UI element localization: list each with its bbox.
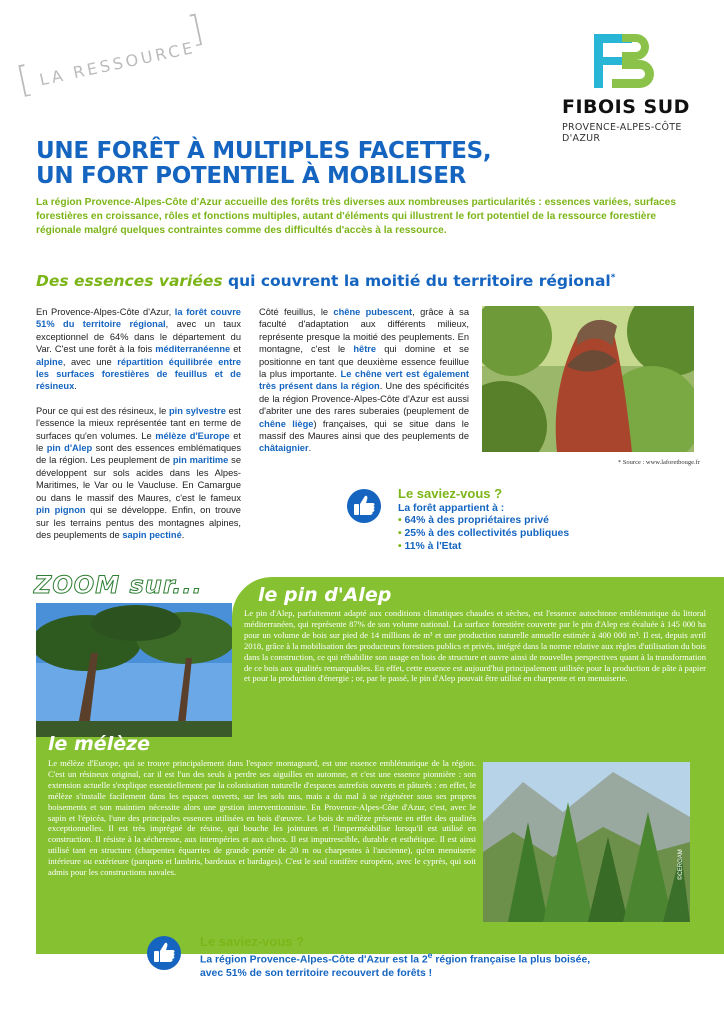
- highlight-term: chêne pubescent: [333, 307, 413, 317]
- fibois-logo: [560, 30, 700, 145]
- aleppo-pine-photo: [36, 603, 232, 737]
- highlight-term: pin pignon: [36, 505, 86, 516]
- highlight-term: méditerranéenne: [155, 344, 231, 355]
- did-you-know-subtitle: La forêt appartient à :: [398, 503, 505, 514]
- cork-oak-photo: [482, 306, 694, 452]
- aleppo-pine-text: Le pin d'Alep, parfaitement adapté aux conditions climatiques chaudes et sèches, est l'essence autochtone emblématique du littoral méditerranéen, qui représente 87% de son volume national. La surface forestière couverte par le pin d'Alep est évaluée à 145 000 ha pour un volume de bois sur pied de 14 millions de m³ et une production naturelle annuelle estimée à 400 000 m³. Il est, depuis avril 2018, grâce à la mobilisation des producteurs forestiers publics et privés, intégré dans la norme relative aux règles d'utilisation du bois dans la construction, ce qui réhabilite son usage en bois de structure et ouvre ainsi de nouvelles perspectives quant à la transformation de ce bois aux qualités remarquables. En effet, cette essence est aujourd'hui principalement utilisée pour la production de pâte à papier et pour la production d'énergie ; or, par le passé, le pin d'Alep pouvait être utilisé en charpente et en menuiserie.: [244, 608, 706, 684]
- essences-paragraph-3: Côté feuillus, le chêne pubescent, grâce à sa faculté d'adaptation aux différents milieux, représente presque la moitié des peuplements. En montagne, c'est le hêtre qui domine et se positionne en tant que deuxième essence feuillue la plus importante. Le chêne vert est également très présent dans la région. Une des spécificités de la région Provence-Alpes-Côte d'Azur est aussi d'abriter une des rares suberaies (peuplement de chêne liège) françaises, qui se situe dans le massif des Maures ainsi que des peuplements de châtaignier.: [259, 307, 469, 454]
- highlight-term: pin sylvestre: [168, 405, 226, 416]
- thumbs-up-icon: [346, 488, 382, 524]
- section-tag-open-bracket: [: [13, 58, 36, 102]
- did-you-know-box-1: [398, 486, 658, 553]
- photo-credit: ©CERGAM: [678, 849, 684, 880]
- essences-paragraph-1: En Provence-Alpes-Côte d'Azur, la forêt couvre 51% du territoire régional, avec un taux exceptionnel de 64% dans le département du Var. C'est une forêt à la fois méditerranéenne et alpine, avec une répartition équilibrée entre les surfaces forestières de feuillus et de résineux.: [36, 307, 241, 392]
- page-title-line2: UN FORT POTENTIEL À MOBILISER: [36, 163, 467, 189]
- section-tag: [13, 8, 225, 140]
- highlight-term: pin maritime: [172, 455, 229, 466]
- section-tag-label: LA RESSOURCE: [37, 37, 198, 90]
- highlight-term: chêne liège: [259, 418, 314, 429]
- larch-text: Le mélèze d'Europe, qui se trouve principalement dans l'espace montagnard, est une essence emblématique de la région. C'est un résineux original, car il est l'un des seuls à perdre ses aiguilles en automne, et c'est une essence pionnière : son extension actuelle s'explique essentiellement par la colonisation naturelle d'espaces autrefois ouverts et pâturés : en effet, le mélèze s'installe facilement dans les espaces ouverts, sur les sols nus, mais a du mal à se régénérer sous ses propres boisements et son maintien nécessite alors une gestion interventionniste. En Provence-Alpes-Côte d'Azur, c'est, avec le sapin et l'épicéa, l'une des principales essences utilisées en bois d'œuvre. Le bois de mélèze présente en effet des qualités exceptionnelles. Il est très imprégné de résine, qui bouche les jointures et l'imperméabilise lorsqu'il est utilisé en construction. Il résiste à la sécheresse, aux intempéries et aux chocs. Il est imputrescible, durable et esthétique. Il est ainsi utilisé tant en structure (charpentes équarries de grande portée de 20 m ou charpentes à l'ancienne), qu'en menuiserie intérieure ou extérieure (parquets et lambris, bardeaux et bardages). C'est le seul conifère européen, avec le cyprès, qui soit admis pour les constructions navales.: [48, 758, 476, 878]
- essences-column-1: [36, 306, 241, 553]
- thumbs-up-icon: [146, 935, 182, 971]
- page-title-line1: UNE FORÊT À MULTIPLES FACETTES,: [36, 138, 492, 164]
- list-item: • 64% à des propriétaires privé: [398, 515, 549, 526]
- highlight-term: Le chêne vert est également très présent dans la région: [259, 369, 469, 392]
- highlight-term: répartition équilibrée entre les surfaces forestières de feuillus et de résineux: [36, 356, 241, 392]
- brand-name: FIBOIS SUD: [562, 96, 690, 118]
- did-you-know-box-2: [200, 934, 660, 980]
- essences-heading-mark: *: [610, 272, 616, 283]
- intro-paragraph: La région Provence-Alpes-Côte d'Azur accueille des forêts très diverses aux nombreuses particularités : essences variées, surfaces forestières en croissance, rôles et fonctions multiples, autant d'éléments qui illustrent le fort potentiel de la ressource forestière régionale malgré quelques contraintes comme des difficultés d'accès à la ressource.: [36, 197, 676, 236]
- highlight-term: alpine: [36, 356, 63, 367]
- did-you-know-title: Le saviez-vous ?: [398, 486, 503, 501]
- essences-heading-blue: qui couvrent la moitié du territoire régional: [222, 272, 611, 290]
- essences-heading-green: Des essences variées: [36, 272, 223, 290]
- page-title: [36, 139, 596, 189]
- did-you-know-title: Le saviez-vous ?: [200, 934, 305, 949]
- aleppo-pine-heading: le pin d'Alep: [258, 584, 392, 606]
- zoom-title: ZOOM sur...: [34, 571, 203, 599]
- highlight-term: pin d'Alep: [46, 443, 93, 454]
- brand-region: PROVENCE-ALPES-CÔTE D'AZUR: [562, 122, 682, 144]
- highlight-term: la forêt couvre 51% du territoire régional: [36, 307, 241, 330]
- fibois-logo-mark-icon: [590, 30, 660, 92]
- highlight-term: sapin pectiné: [122, 529, 182, 540]
- highlight-term: châtaignier: [259, 443, 309, 454]
- section-tag-close-bracket: ]: [184, 8, 207, 52]
- highlight-term: mélèze d'Europe: [155, 430, 230, 441]
- photo-source-note: * Source : www.laforetbouge.fr: [617, 459, 700, 466]
- did-you-know-line-2: avec 51% de son territoire recouvert de forêts !: [200, 967, 433, 979]
- list-item: • 11% à l'Etat: [398, 541, 462, 552]
- list-item: • 25% à des collectivités publiques: [398, 528, 570, 539]
- larch-heading: le mélèze: [48, 733, 151, 755]
- larch-forest-photo: [483, 762, 690, 922]
- essences-column-2: [259, 306, 469, 467]
- highlight-term: hêtre: [353, 344, 377, 355]
- essences-heading: [36, 272, 666, 290]
- essences-paragraph-2: Pour ce qui est des résineux, le pin sylvestre est l'essence la mieux représentée tant en terme de surfaces qu'en volumes. Le mélèze d'Europe et le pin d'Alep sont des essences emblématiques de la région. Les peuplement de pin maritime se développent sur sols acides dans les Alpes-Maritimes, le Var ou le Vaucluse. En Camargue ou dans le massif des Maures, c'est le fameux pin pignon qui se développe. Enfin, on trouve sur les terrains pentus des montagnes alpines, des peuplements de sapin pectiné.: [36, 405, 242, 540]
- did-you-know-line-1: La région Provence-Alpes-Côte d'Azur est la 2e région française la plus boisée,: [200, 950, 591, 966]
